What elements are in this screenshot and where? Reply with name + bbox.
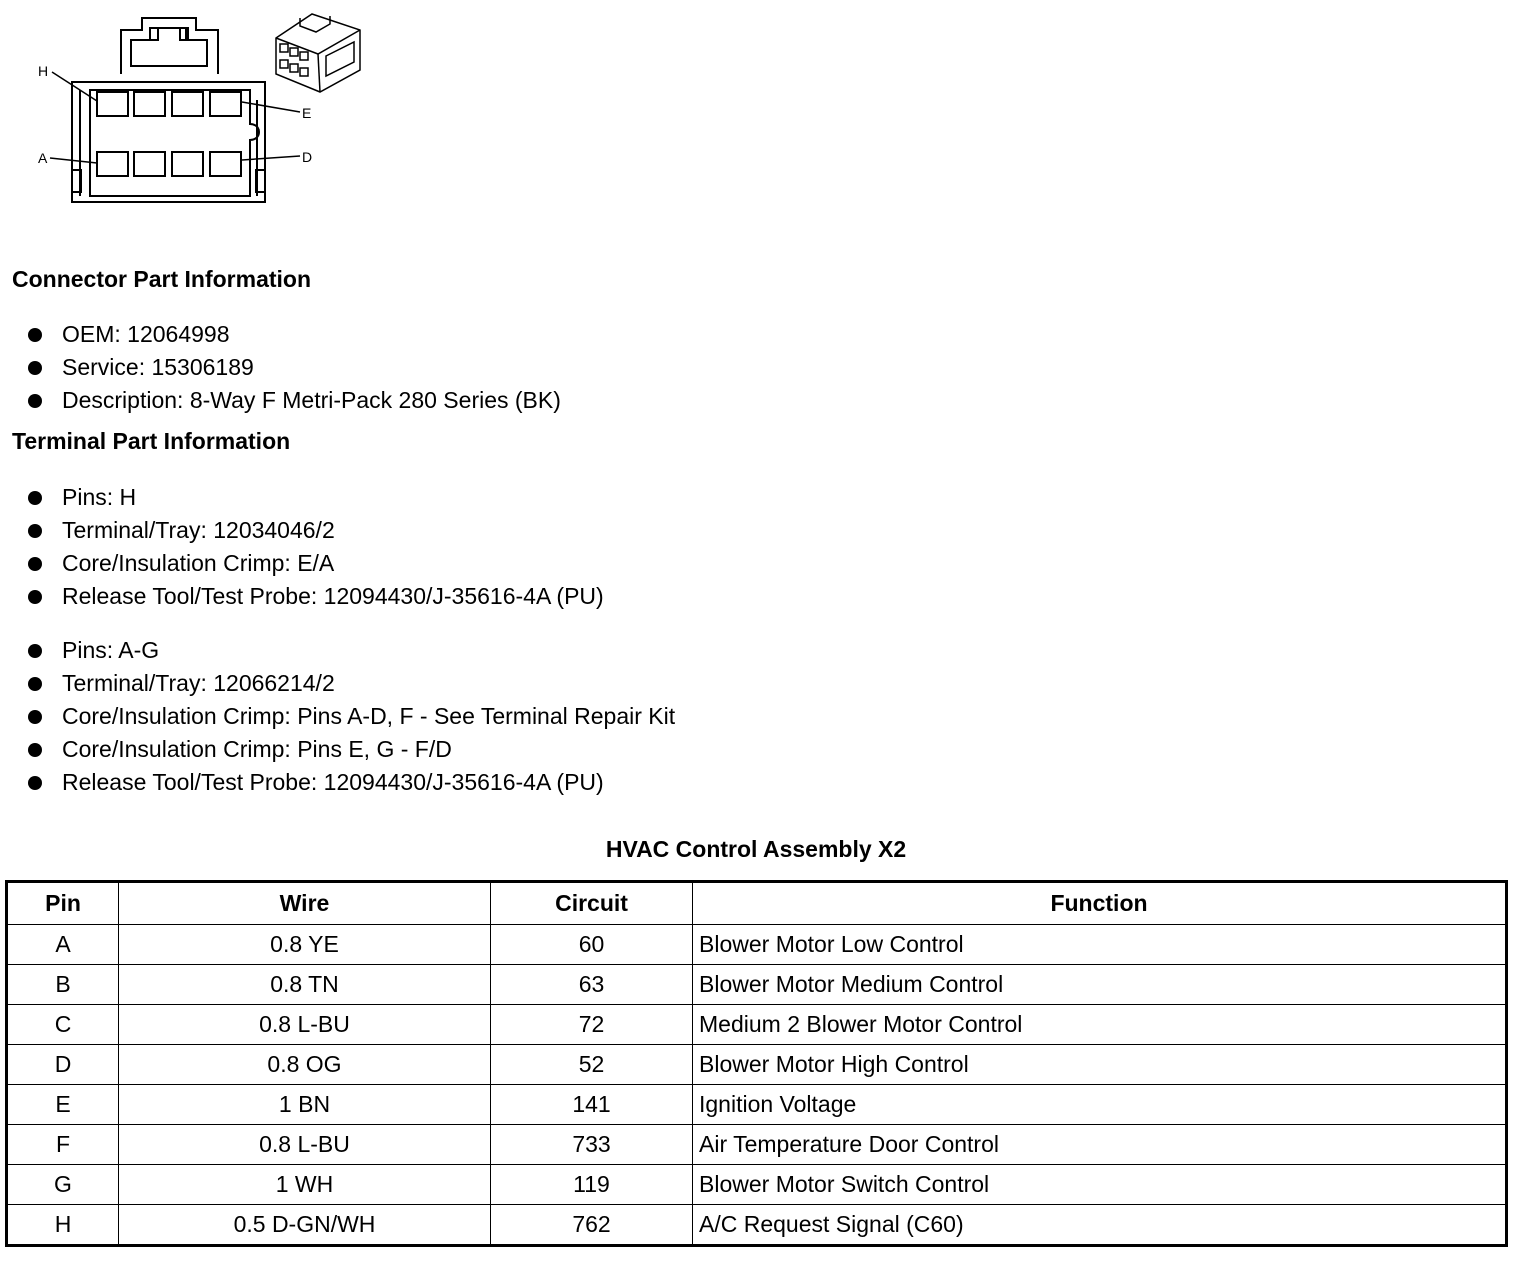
connector-info-title: Connector Part Information <box>12 266 312 292</box>
cell-function: Air Temperature Door Control <box>693 1125 1507 1165</box>
cell-pin: H <box>7 1205 119 1246</box>
list-item: Core/Insulation Crimp: Pins E, G - F/D <box>28 733 675 766</box>
cell-circuit: 63 <box>491 965 693 1005</box>
table-row <box>7 1085 1507 1125</box>
table-row <box>7 925 1507 965</box>
cell-function: Blower Motor Low Control <box>693 925 1507 965</box>
bullet-icon <box>28 644 42 658</box>
cell-pin: A <box>7 925 119 965</box>
cell-circuit: 60 <box>491 925 693 965</box>
cell-circuit: 733 <box>491 1125 693 1165</box>
terminal-info-list-2 <box>28 634 675 799</box>
list-item: Pins: H <box>28 481 604 514</box>
cell-pin: E <box>7 1085 119 1125</box>
cell-function: A/C Request Signal (C60) <box>693 1205 1507 1246</box>
bullet-icon <box>28 328 42 342</box>
connector-diagram <box>0 0 380 230</box>
cell-circuit: 141 <box>491 1085 693 1125</box>
cell-function: Medium 2 Blower Motor Control <box>693 1005 1507 1045</box>
cell-function: Blower Motor Medium Control <box>693 965 1507 1005</box>
header-pin: Pin <box>7 882 119 925</box>
pin-label-d: D <box>302 149 313 165</box>
cell-wire: 0.8 OG <box>119 1045 491 1085</box>
bullet-icon <box>28 776 42 790</box>
list-item: Terminal/Tray: 12034046/2 <box>28 514 604 547</box>
pin-label-a: A <box>38 150 48 166</box>
pin-label-h: H <box>38 63 49 79</box>
terminal-info-title: Terminal Part Information <box>12 428 291 454</box>
cell-circuit: 762 <box>491 1205 693 1246</box>
table-row <box>7 1045 1507 1085</box>
table-header-row <box>7 882 1507 925</box>
cell-wire: 1 WH <box>119 1165 491 1205</box>
cell-circuit: 119 <box>491 1165 693 1205</box>
bullet-icon <box>28 743 42 757</box>
connector-face-drawing <box>0 0 380 230</box>
list-item: Core/Insulation Crimp: Pins A-D, F - See Terminal Repair Kit <box>28 700 675 733</box>
bullet-icon <box>28 361 42 375</box>
list-item: OEM: 12064998 <box>28 318 561 351</box>
header-function: Function <box>693 882 1507 925</box>
bullet-icon <box>28 557 42 571</box>
pin-label-e: E <box>302 105 312 121</box>
cell-wire: 0.8 L-BU <box>119 1125 491 1165</box>
bullet-icon <box>28 590 42 604</box>
cell-pin: B <box>7 965 119 1005</box>
cell-function: Blower Motor Switch Control <box>693 1165 1507 1205</box>
bullet-icon <box>28 491 42 505</box>
cell-circuit: 52 <box>491 1045 693 1085</box>
table-title: HVAC Control Assembly X2 <box>605 836 907 862</box>
table-row <box>7 1165 1507 1205</box>
table-row <box>7 1125 1507 1165</box>
list-item: Release Tool/Test Probe: 12094430/J-35616-4A (PU) <box>28 766 675 799</box>
connector-info-list <box>28 318 561 417</box>
list-item: Pins: A-G <box>28 634 675 667</box>
list-item: Description: 8-Way F Metri-Pack 280 Series (BK) <box>28 384 561 417</box>
header-wire: Wire <box>119 882 491 925</box>
cell-wire: 0.8 TN <box>119 965 491 1005</box>
cell-wire: 0.8 YE <box>119 925 491 965</box>
list-item: Service: 15306189 <box>28 351 561 384</box>
list-item: Core/Insulation Crimp: E/A <box>28 547 604 580</box>
bullet-icon <box>28 524 42 538</box>
cell-function: Blower Motor High Control <box>693 1045 1507 1085</box>
table-row <box>7 965 1507 1005</box>
cell-wire: 0.8 L-BU <box>119 1005 491 1045</box>
cell-pin: D <box>7 1045 119 1085</box>
list-item: Release Tool/Test Probe: 12094430/J-35616-4A (PU) <box>28 580 604 613</box>
pinout-table <box>5 880 1508 1247</box>
cell-wire: 1 BN <box>119 1085 491 1125</box>
cell-pin: F <box>7 1125 119 1165</box>
table-row <box>7 1005 1507 1045</box>
header-circuit: Circuit <box>491 882 693 925</box>
cell-circuit: 72 <box>491 1005 693 1045</box>
cell-wire: 0.5 D-GN/WH <box>119 1205 491 1246</box>
table-row <box>7 1205 1507 1246</box>
cell-pin: G <box>7 1165 119 1205</box>
bullet-icon <box>28 677 42 691</box>
bullet-icon <box>28 394 42 408</box>
cell-function: Ignition Voltage <box>693 1085 1507 1125</box>
terminal-info-list-1 <box>28 481 604 613</box>
bullet-icon <box>28 710 42 724</box>
list-item: Terminal/Tray: 12066214/2 <box>28 667 675 700</box>
cell-pin: C <box>7 1005 119 1045</box>
